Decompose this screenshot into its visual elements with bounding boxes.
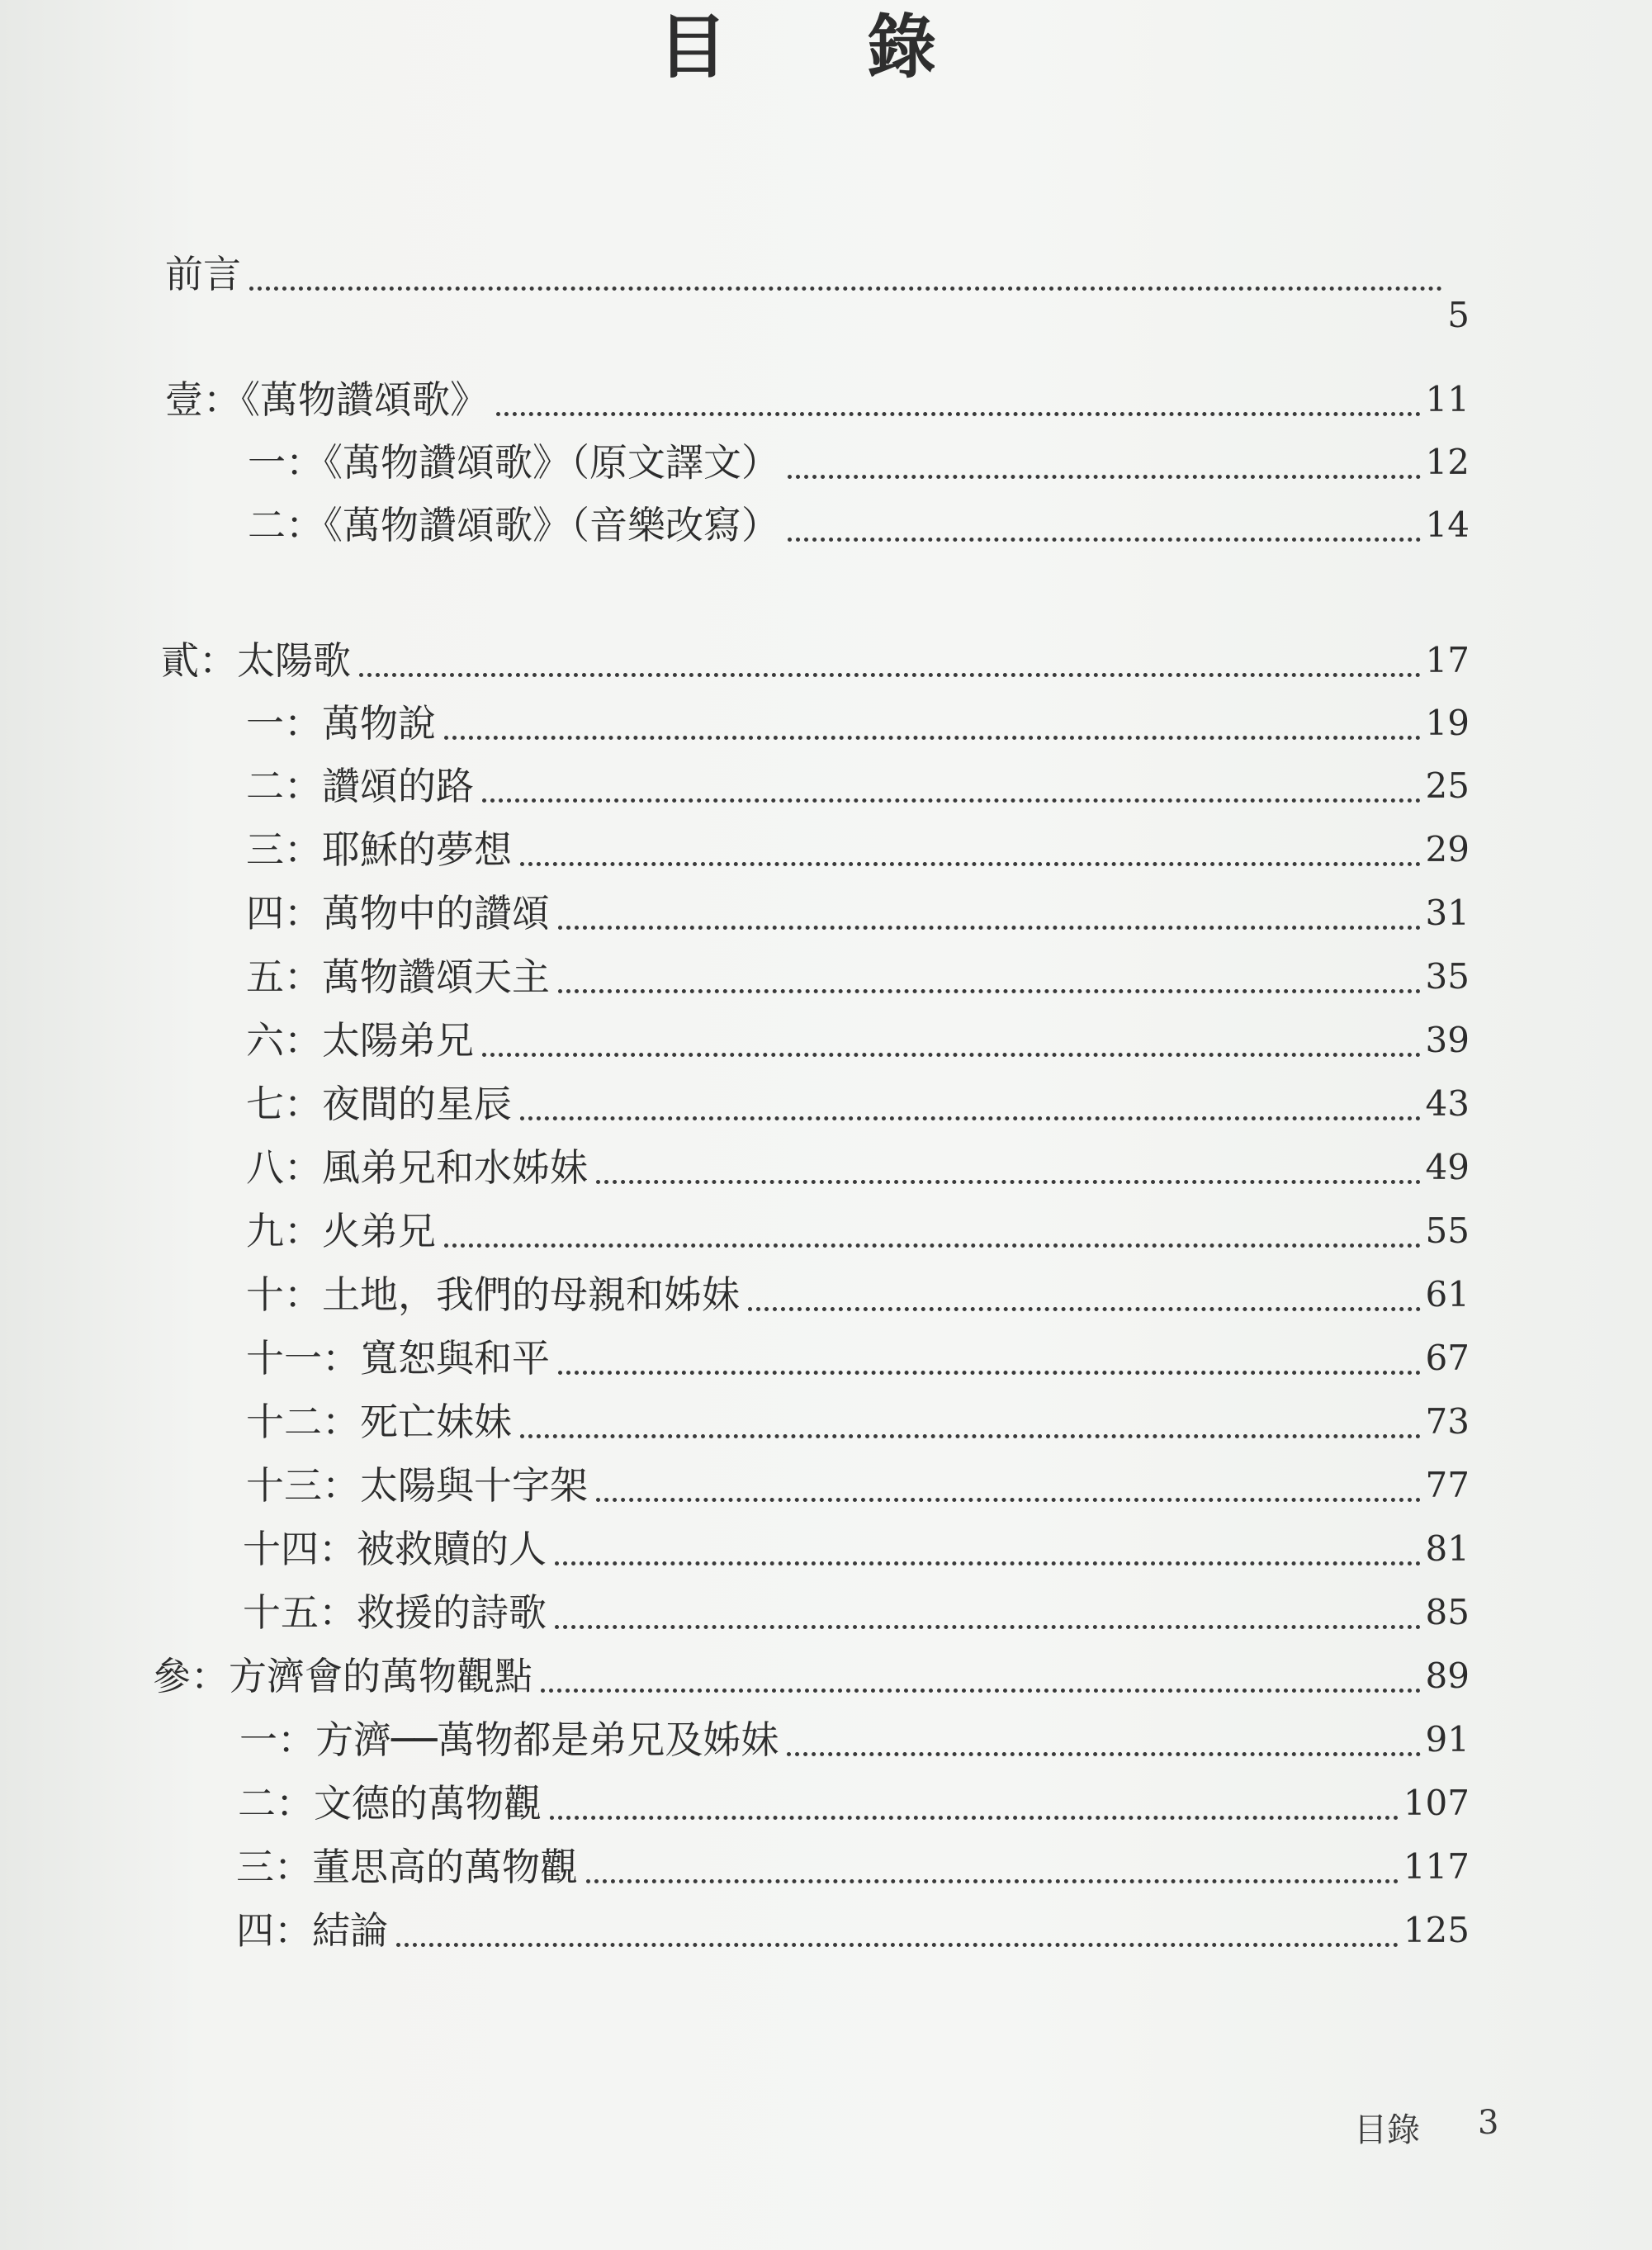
leader-dots xyxy=(596,1180,1421,1184)
leader-dots xyxy=(520,1116,1421,1120)
toc-entry xyxy=(248,436,1470,487)
toc-page-number: 31 xyxy=(1425,893,1470,933)
toc-entry-label: 三：董思高的萬物觀 xyxy=(236,1845,578,1889)
leader-dots xyxy=(596,1498,1421,1502)
toc-page-number: 85 xyxy=(1425,1592,1470,1632)
leader-dots xyxy=(482,798,1421,803)
toc-entry xyxy=(246,1395,1470,1447)
toc-page-number: 125 xyxy=(1403,1910,1470,1950)
toc-entry-label: 十一：寬恕與和平 xyxy=(246,1336,550,1381)
toc-entry xyxy=(243,1523,1470,1574)
toc-entry xyxy=(246,1205,1470,1256)
toc-entry xyxy=(246,1332,1470,1383)
toc-entry-label: 參：方濟會的萬物觀點 xyxy=(153,1654,533,1698)
toc-entry-label: 二：《萬物讚頌歌》（音樂改寫） xyxy=(248,503,779,547)
toc-entry-label: 壹：《萬物讚頌歌》 xyxy=(165,377,488,422)
toc-page-number: 17 xyxy=(1425,640,1470,680)
toc-entry-label: 九：火弟兄 xyxy=(246,1209,436,1253)
toc-page-number: 35 xyxy=(1425,956,1470,997)
toc-page-number: 12 xyxy=(1425,442,1470,482)
toc-entry xyxy=(236,1904,1470,1955)
toc-page-number: 14 xyxy=(1425,504,1470,545)
leader-dots xyxy=(359,673,1421,677)
leader-dots xyxy=(788,475,1421,479)
toc-entry-label: 十三：太陽與十字架 xyxy=(246,1463,588,1508)
footer-section-label: 目錄 xyxy=(1354,2111,1420,2149)
toc-page-number: 107 xyxy=(1403,1783,1470,1823)
leader-dots xyxy=(482,1053,1421,1057)
toc-entry-label: 四：結論 xyxy=(236,1908,388,1953)
leader-dots xyxy=(558,926,1421,930)
leader-dots xyxy=(396,1943,1399,1947)
toc-entry xyxy=(246,950,1470,1002)
leader-dots xyxy=(558,989,1421,993)
toc-entry-label: 貳：太陽歌 xyxy=(161,638,351,683)
toc-page-number: 89 xyxy=(1425,1656,1470,1696)
toc-page-number: 77 xyxy=(1425,1465,1470,1505)
toc-page-number: 91 xyxy=(1425,1719,1470,1760)
toc-entry-label: 十四：被救贖的人 xyxy=(243,1527,547,1571)
toc-entry xyxy=(246,1141,1470,1192)
toc-page-number: 19 xyxy=(1425,703,1470,743)
leader-dots xyxy=(520,862,1421,866)
leader-dots xyxy=(249,287,1442,291)
leader-dots xyxy=(788,538,1421,542)
toc-page-number: 67 xyxy=(1425,1338,1470,1378)
toc-page-number: 49 xyxy=(1425,1147,1470,1187)
toc-entry xyxy=(246,823,1470,874)
toc-entry xyxy=(239,1713,1470,1764)
toc-entry-label: 二：讚頌的路 xyxy=(246,764,474,808)
leader-dots xyxy=(444,736,1421,740)
toc-page-number: 5 xyxy=(1447,295,1470,335)
toc-page-number: 117 xyxy=(1403,1846,1470,1887)
toc-page-number: 39 xyxy=(1425,1020,1470,1060)
toc-entry-label: 一：萬物說 xyxy=(246,701,436,746)
leader-dots xyxy=(520,1434,1421,1438)
leader-dots xyxy=(496,412,1421,416)
toc-entry xyxy=(246,887,1470,938)
toc-page-number: 55 xyxy=(1425,1210,1470,1251)
leader-dots xyxy=(555,1625,1421,1629)
toc-entry xyxy=(165,248,1470,335)
toc-entry xyxy=(246,1268,1470,1319)
toc-entry xyxy=(153,1650,1470,1701)
toc-entry-label: 四：萬物中的讚頌 xyxy=(246,891,550,936)
toc-entry-label: 五：萬物讚頌天主 xyxy=(246,954,550,999)
toc-entry xyxy=(165,373,1470,424)
leader-dots xyxy=(550,1816,1399,1820)
toc-entry-label: 十五：救援的詩歌 xyxy=(243,1590,547,1635)
toc-entry xyxy=(246,1078,1470,1129)
leader-dots xyxy=(541,1689,1421,1693)
leader-dots xyxy=(555,1561,1421,1566)
leader-dots xyxy=(748,1307,1421,1311)
toc-entry-label: 一：《萬物讚頌歌》（原文譯文） xyxy=(248,440,779,485)
toc-entry-label: 七：夜間的星辰 xyxy=(246,1082,512,1126)
toc-page-number: 25 xyxy=(1425,765,1470,806)
toc-entry-label: 六：太陽弟兄 xyxy=(246,1018,474,1063)
toc-entry xyxy=(246,760,1470,811)
leader-dots xyxy=(586,1879,1399,1883)
page-title: 目 錄 xyxy=(657,7,995,88)
toc-entry-label: 十：土地，我們的母親和姊妹 xyxy=(246,1272,740,1317)
toc-entry xyxy=(238,1777,1470,1828)
toc-entry xyxy=(246,1459,1470,1510)
toc-page-number: 29 xyxy=(1425,829,1470,869)
toc-entry-label: 八：風弟兄和水姊妹 xyxy=(246,1145,588,1190)
toc-entry xyxy=(236,1840,1470,1892)
toc-entry-label: 二：文德的萬物觀 xyxy=(238,1781,542,1826)
toc-page-number: 81 xyxy=(1425,1528,1470,1569)
toc-entry-label: 三：耶穌的夢想 xyxy=(246,827,512,872)
toc-entry-label: 一：方濟──萬物都是弟兄及姊妹 xyxy=(239,1717,779,1762)
leader-dots xyxy=(444,1243,1421,1248)
toc-entry xyxy=(248,499,1470,550)
toc-page-number: 11 xyxy=(1425,379,1470,419)
toc-page-number: 73 xyxy=(1425,1401,1470,1442)
footer-page-number: 3 xyxy=(1478,2104,1499,2142)
toc-entry xyxy=(243,1586,1470,1637)
toc-entry-label: 十二：死亡妹妹 xyxy=(246,1400,512,1444)
leader-dots xyxy=(787,1752,1420,1756)
toc-entry xyxy=(246,697,1470,748)
toc-page-number: 43 xyxy=(1425,1083,1470,1124)
toc-entry-label: 前言 xyxy=(165,252,241,296)
page-footer xyxy=(1354,2104,1498,2151)
leader-dots xyxy=(558,1371,1421,1375)
toc-page-number: 61 xyxy=(1425,1274,1470,1314)
toc-entry xyxy=(246,1014,1470,1065)
toc-entry xyxy=(161,634,1470,685)
